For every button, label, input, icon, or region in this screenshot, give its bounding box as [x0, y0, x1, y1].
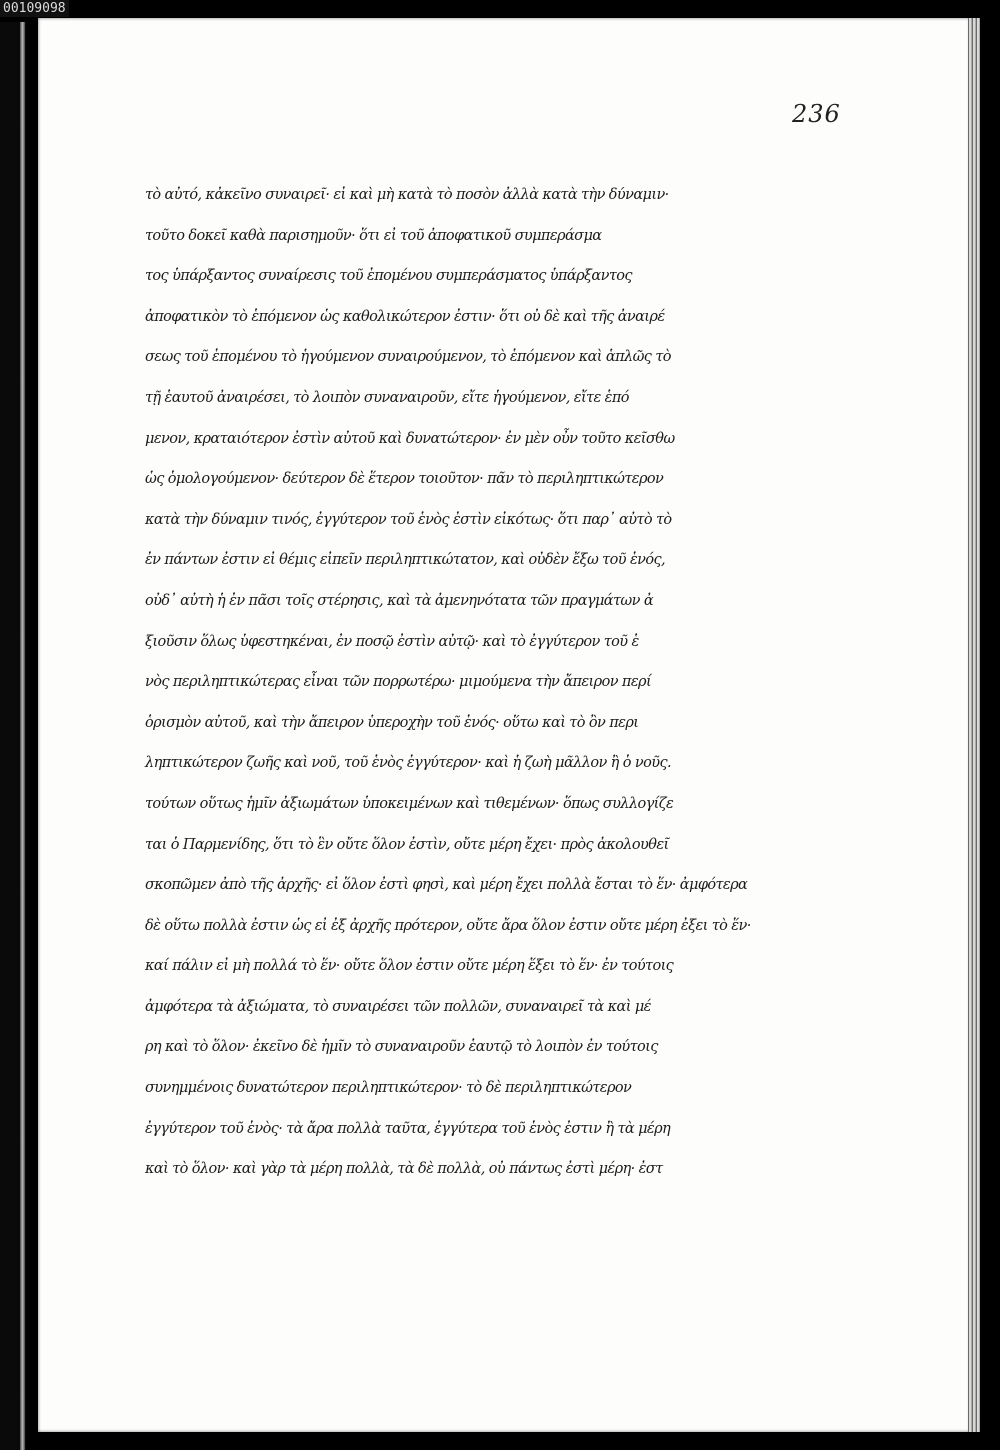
manuscript-line: νὸς περιληπτικώτερας εἶναι τῶν πορρωτέρω· μιμούμενα τὴν ἄπειρον περί	[145, 674, 652, 691]
manuscript-line: τοῦτο δοκεῖ καθὰ παρισημοῦν· ὅτι εἰ τοῦ ἀποφατικοῦ συμπεράσμα	[145, 227, 602, 244]
manuscript-line: ἐγγύτερον τοῦ ἑνὸς· τὰ ἄρα πολλὰ ταῦτα, ἐγγύτερα τοῦ ἑνὸς ἐστιν ἢ τὰ μέρη	[145, 1120, 671, 1137]
manuscript-line: τῇ ἑαυτοῦ ἀναιρέσει, τὸ λοιπὸν συναναιροῦν, εἴτε ἡγούμενον, εἴτε ἑπό	[145, 389, 629, 406]
manuscript-line: ἀποφατικὸν τὸ ἑπόμενον ὡς καθολικώτερον ἐστιν· ὅτι οὐ δὲ καὶ τῆς ἀναιρέ	[145, 308, 665, 325]
manuscript-line: τούτων οὕτως ἡμῖν ἀξιωμάτων ὑποκειμένων καὶ τιθεμένων· ὅπως συλλογίζε	[145, 795, 674, 812]
manuscript-line: ται ὁ Παρμενίδης, ὅτι τὸ ἓν οὔτε ὅλον ἐστὶν, οὔτε μέρη ἔχει· πρὸς ἀκολουθεῖ	[145, 836, 669, 853]
manuscript-line: συνημμένοις δυνατώτερον περιληπτικώτερον· τὸ δὲ περιληπτικώτερον	[145, 1080, 632, 1097]
manuscript-line: κατὰ τὴν δύναμιν τινός, ἐγγύτερον τοῦ ἑνὸς ἐστὶν εἰκότως· ὅτι παρ᾽ αὐτὸ τὸ	[145, 511, 672, 528]
manuscript-line: σεως τοῦ ἑπομένου τὸ ἡγούμενον συναιρούμενον, τὸ ἑπόμενον καὶ ἁπλῶς τὸ	[145, 349, 671, 366]
manuscript-text-block	[145, 175, 751, 1190]
page-stack-edge	[968, 18, 980, 1432]
manuscript-line: τὸ αὐτό, κἀκεῖνο συναιρεῖ· εἰ καὶ μὴ κατὰ τὸ ποσὸν ἀλλὰ κατὰ τὴν δύναμιν·	[145, 187, 669, 203]
manuscript-line: ξιοῦσιν ὅλως ὑφεστηκέναι, ἐν ποσῷ ἐστὶν αὐτῷ· καὶ τὸ ἐγγύτερον τοῦ ἑ	[145, 633, 639, 650]
manuscript-line: ὡς ὁμολογούμενον· δεύτερον δὲ ἕτερον τοιοῦτον· πᾶν τὸ περιληπτικώτερον	[145, 471, 664, 488]
left-page-edge	[20, 22, 25, 1450]
folio-number: 236	[792, 100, 841, 128]
manuscript-line: σκοπῶμεν ἀπὸ τῆς ἀρχῆς· εἰ ὅλον ἐστὶ φησὶ, καὶ μέρη ἔχει πολλὰ ἔσται τὸ ἕν· ἀμφότερα	[145, 877, 748, 894]
manuscript-line: ληπτικώτερον ζωῆς καὶ νοῦ, τοῦ ἑνὸς ἐγγύτερον· καὶ ἡ ζωὴ μᾶλλον ἢ ὁ νοῦς.	[145, 755, 671, 772]
scan-id-label: 00109098	[0, 0, 69, 17]
manuscript-line: ρη καὶ τὸ ὅλον· ἐκεῖνο δὲ ἡμῖν τὸ συναναιροῦν ἑαυτῷ τὸ λοιπὸν ἐν τούτοις	[145, 1039, 658, 1056]
manuscript-line: οὐδ᾽ αὐτὴ ἡ ἐν πᾶσι τοῖς στέρησις, καὶ τὰ ἀμενηνότατα τῶν πραγμάτων ἀ	[145, 592, 654, 609]
manuscript-line: μενον, κραταιότερον ἐστὶν αὐτοῦ καὶ δυνατώτερον· ἐν μὲν οὖν τοῦτο κεῖσθω	[145, 430, 675, 447]
manuscript-line: ἀμφότερα τὰ ἀξιώματα, τὸ συναιρέσει τῶν πολλῶν, συναναιρεῖ τὰ καὶ μέ	[145, 998, 651, 1015]
manuscript-line: καί πάλιν εἰ μὴ πολλά τὸ ἕν· οὔτε ὅλον ἐστιν οὔτε μέρη ἕξει τὸ ἕν· ἐν τούτοις	[145, 958, 674, 975]
manuscript-line: ἐν πάντων ἐστιν εἰ θέμις εἰπεῖν περιληπτικώτατον, καὶ οὐδὲν ἔξω τοῦ ἑνός,	[145, 552, 666, 569]
manuscript-line: ὁρισμὸν αὐτοῦ, καὶ τὴν ἄπειρον ὑπεροχὴν τοῦ ἑνός· οὕτω καὶ τὸ ὂν περι	[145, 714, 639, 731]
manuscript-line: τος ὑπάρξαντος συναίρεσις τοῦ ἑπομένου συμπεράσματος ὑπάρξαντος	[145, 268, 632, 285]
manuscript-line: καὶ τὸ ὅλον· καὶ γὰρ τὰ μέρη πολλὰ, τὰ δὲ πολλὰ, οὐ πάντως ἐστὶ μέρη· ἐστ	[145, 1161, 663, 1178]
manuscript-line: δὲ οὕτω πολλὰ ἐστιν ὡς εἰ ἐξ ἀρχῆς πρότερον, οὔτε ἄρα ὅλον ἐστιν οὔτε μέρη ἐξει τὸ ἕν·	[145, 917, 751, 934]
